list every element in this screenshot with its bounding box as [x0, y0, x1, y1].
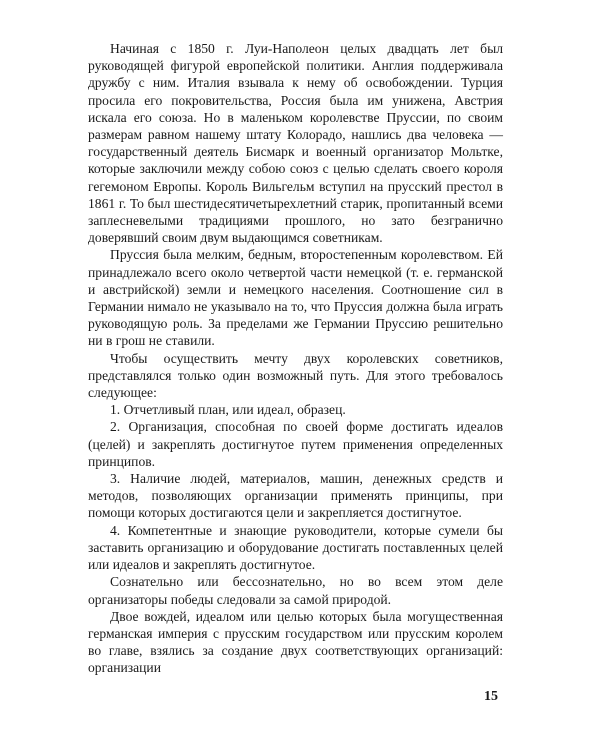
- paragraph: Пруссия была мелким, бедным, второстепенным королевством. Ей принадлежало всего около четвертой части немецкой (т. е. германской и австрийской) земли и немецкого населения. Соотношение сил в Германии нимало не указывало на то, что Пруссия должна была играть руководящую роль. За пределами же Германии Пруссию решительно ни в грош не ставили.: [88, 247, 503, 349]
- paragraph: Сознательно или бессознательно, но во всем этом деле организаторы победы следовали за самой природой.: [88, 574, 503, 607]
- list-item: 4. Компетентные и знающие руководители, которые сумели бы заставить организацию и оборудование достигать поставленных целей или идеалов и закреплять достигнутое.: [88, 522, 503, 573]
- list-item: 3. Наличие людей, материалов, машин, денежных средств и методов, позволяющих организации применять принципы, при помощи которых достигаются цели и закрепляется достигнутое.: [88, 471, 503, 521]
- list-item: 2. Организация, способная по своей форме достигать идеалов (целей) и закреплять достигнутое путем применения определенных принципов.: [88, 419, 503, 469]
- list-item: 1. Отчетливый план, или идеал, образец.: [110, 402, 346, 418]
- paragraph: Чтобы осуществить мечту двух королевских советников, представлялся только один возможный путь. Для этого требовалось следующее:: [88, 350, 503, 401]
- paragraph: Начиная с 1850 г. Луи-Наполеон целых двадцать лет был руководящей фигурой европейской политики. Англия поддерживала дружбу с ним. Италия взывала к нему об освобождении. Турция просила его покровительства, Россия была им унижена, Австрия искала его союза. Но в маленьком королевстве Пруссии, по своим размерам равном нашему штату Колорадо, нашлись два человека — государственный деятель Бисмарк и военный организатор Мольтке, которые заключили между собою союз с целью сделать своего короля гегемоном Европы. Король Вильгельм вступил на прусский престол в 1861 г. То был шестидесятичетырехлетний старик, пропитанный всеми заплесневелыми традициями прошлого, но зато безгранично доверявший своим двум выдающимся советникам.: [88, 41, 503, 246]
- paragraph: Двое вождей, идеалом или целью которых была могущественная германская империя с прусским государством или прусским королем во главе, взялись за создание двух соответствующих организаций: организации: [88, 608, 503, 676]
- page-text: [88, 40, 503, 677]
- page-number: 15: [484, 689, 498, 704]
